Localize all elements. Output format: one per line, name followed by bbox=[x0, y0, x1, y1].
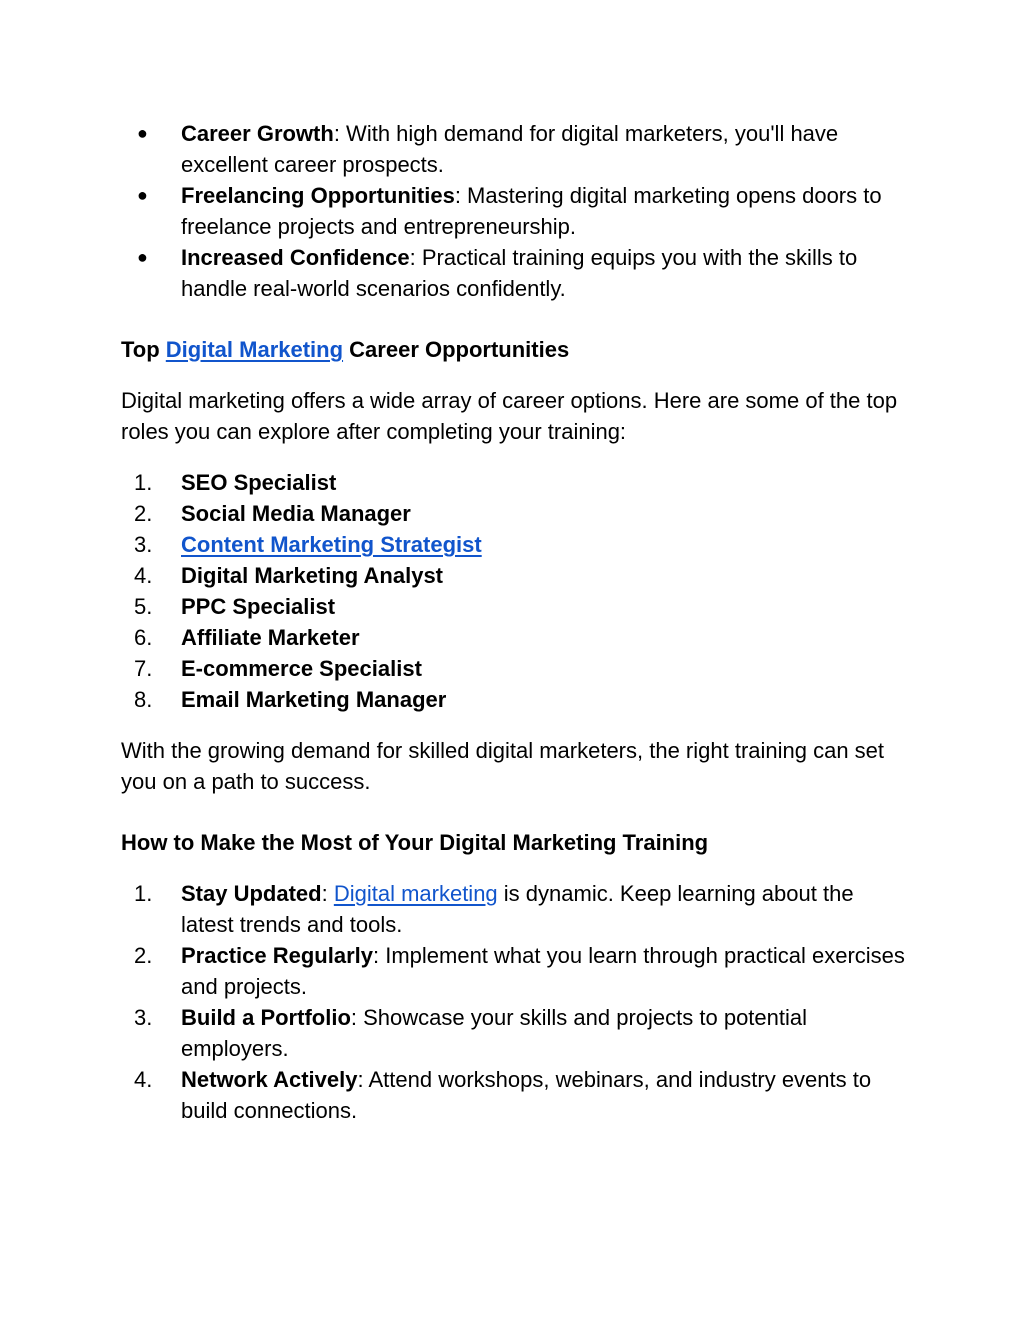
list-number: 1. bbox=[134, 470, 153, 495]
role-label: E-commerce Specialist bbox=[181, 656, 422, 681]
list-number: 8. bbox=[134, 687, 153, 712]
benefit-text: : Practical training equips you with the skills to handle real-world scenarios confidently. bbox=[181, 245, 858, 301]
list-number: 2. bbox=[134, 943, 153, 968]
digital-marketing-link[interactable]: Digital Marketing bbox=[165, 337, 344, 362]
list-item bbox=[121, 560, 911, 591]
list-number: 3. bbox=[134, 532, 153, 557]
bullet-icon: ● bbox=[137, 123, 148, 143]
tip-title: Stay Updated bbox=[181, 881, 322, 906]
list-item bbox=[121, 878, 911, 940]
tip-text: : Implement what you learn through practical exercises and projects. bbox=[181, 943, 905, 999]
bullet-icon: ● bbox=[137, 247, 148, 267]
benefit-text: : Mastering digital marketing opens doors to freelance projects and entrepreneurship. bbox=[181, 183, 882, 239]
role-label: SEO Specialist bbox=[181, 470, 337, 495]
benefit-title: Freelancing Opportunities bbox=[181, 183, 455, 208]
tip-title: Practice Regularly bbox=[181, 943, 373, 968]
list-item bbox=[121, 684, 911, 715]
list-item bbox=[121, 622, 911, 653]
careers-closing: With the growing demand for skilled digital marketers, the right training can set you on a path to success. bbox=[121, 738, 885, 794]
list-item bbox=[121, 1002, 911, 1064]
role-label: Affiliate Marketer bbox=[181, 625, 360, 650]
section-heading-careers bbox=[121, 334, 911, 365]
content-marketing-strategist-link[interactable]: Content Marketing Strategist bbox=[181, 532, 482, 557]
tip-title: Build a Portfolio bbox=[181, 1005, 351, 1030]
digital-marketing-inline-link[interactable]: Digital marketing bbox=[333, 881, 498, 906]
benefits-list bbox=[121, 118, 911, 304]
list-item bbox=[121, 529, 911, 560]
list-item bbox=[121, 242, 911, 304]
role-label: PPC Specialist bbox=[181, 594, 336, 619]
tip-text: : Showcase your skills and projects to potential employers. bbox=[181, 1005, 808, 1061]
benefit-text: : With high demand for digital marketers, you'll have excellent career prospects. bbox=[181, 121, 839, 177]
role-label: Digital Marketing Analyst bbox=[181, 563, 444, 588]
list-item bbox=[121, 498, 911, 529]
list-item bbox=[121, 180, 911, 242]
list-item bbox=[121, 118, 911, 180]
tips-list bbox=[121, 878, 911, 1126]
list-number: 4. bbox=[134, 563, 153, 588]
tip-text: : Attend workshops, webinars, and industry events to build connections. bbox=[181, 1067, 872, 1123]
list-number: 7. bbox=[134, 656, 153, 681]
list-number: 5. bbox=[134, 594, 153, 619]
careers-intro: Digital marketing offers a wide array of career options. Here are some of the top roles you can explore after completing your training: bbox=[121, 388, 898, 444]
list-number: 6. bbox=[134, 625, 153, 650]
benefit-title: Career Growth bbox=[181, 121, 334, 146]
tip-text: is dynamic. Keep learning about the latest trends and tools. bbox=[181, 881, 854, 937]
role-label: Social Media Manager bbox=[181, 501, 411, 526]
list-item bbox=[121, 467, 911, 498]
roles-list bbox=[121, 467, 911, 715]
heading-prefix: Top bbox=[121, 337, 166, 362]
tip-separator: : bbox=[321, 881, 334, 906]
list-number: 1. bbox=[134, 881, 153, 906]
list-number: 4. bbox=[134, 1067, 153, 1092]
benefit-title: Increased Confidence bbox=[181, 245, 410, 270]
role-label: Email Marketing Manager bbox=[181, 687, 447, 712]
heading-suffix: Career Opportunities bbox=[343, 337, 570, 362]
list-item bbox=[121, 591, 911, 622]
document-page bbox=[121, 118, 911, 1126]
list-item bbox=[121, 653, 911, 684]
tip-title: Network Actively bbox=[181, 1067, 358, 1092]
list-number: 3. bbox=[134, 1005, 153, 1030]
list-number: 2. bbox=[134, 501, 153, 526]
list-item bbox=[121, 940, 911, 1002]
bullet-icon: ● bbox=[137, 185, 148, 205]
list-item bbox=[121, 1064, 911, 1126]
section-heading-training: How to Make the Most of Your Digital Marketing Training bbox=[121, 830, 709, 855]
